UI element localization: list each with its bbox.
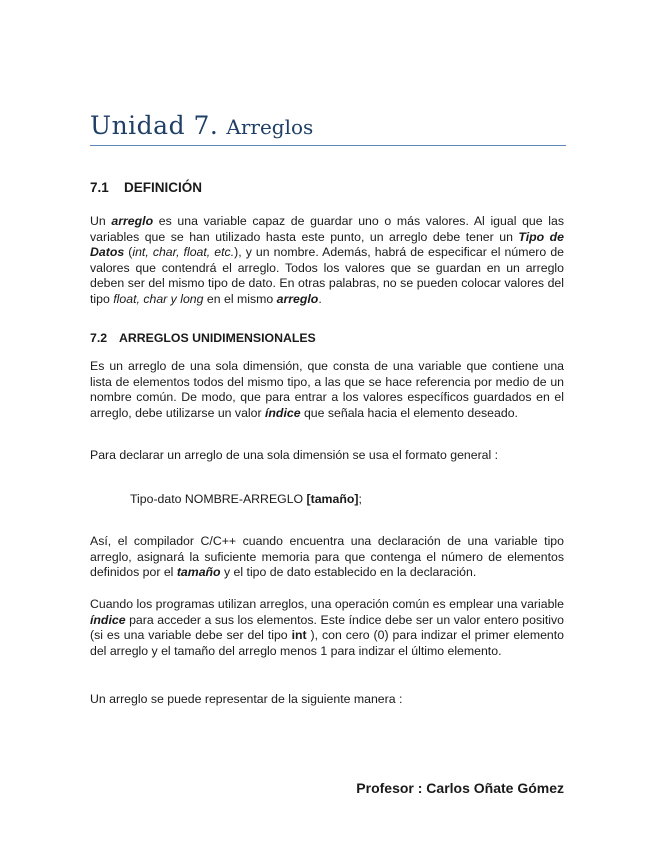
title-underline	[90, 145, 566, 146]
emphasis-term: índice	[265, 405, 301, 420]
bold-term: [tamaño]	[306, 492, 359, 506]
compiler-paragraph: Así, el compilador C/C++ cuando encuentra una declaración de una variable tipo arreglo, asignará la suficiente memoria para que contenga el número de elementos definidos por el tamaño y el tipo de dato establecido en la declaración.	[90, 534, 564, 580]
unit-number: Unidad 7.	[90, 111, 219, 140]
declaration-format: Tipo-dato NOMBRE-ARREGLO [tamaño];	[130, 492, 362, 506]
section-7-1-heading	[90, 180, 202, 195]
emphasis-term: tamaño	[176, 565, 221, 580]
bold-term: int	[291, 628, 307, 643]
emphasis-term: índice	[90, 612, 126, 627]
index-paragraph: Cuando los programas utilizan arreglos, una operación común es emplear una variable índice para acceder a sus los elementos. Este índice debe ser un valor entero positivo (si es una variable debe ser del tipo int ), con cero (0) para indizar el primer elemento del arreglo y el tamaño del arreglo menos 1 para indizar el último elemento.	[90, 597, 564, 658]
representation-intro: Un arreglo se puede representar de la siguiente manera :	[90, 692, 403, 706]
section-title: ARREGLOS UNIDIMENSIONALES	[119, 331, 316, 345]
emphasis-term: arreglo	[111, 214, 154, 228]
declaration-intro: Para declarar un arreglo de una sola dimensión se usa el formato general :	[90, 448, 499, 462]
italic-term: float, char y long	[113, 291, 204, 306]
unit-name: Arreglos	[226, 115, 314, 139]
emphasis-term: Tipo de Datos	[90, 229, 565, 260]
section-number: 7.1	[90, 180, 109, 195]
italic-term: int, char, float, etc.	[132, 245, 235, 260]
definition-paragraph: Un arreglo es una variable capaz de guardar uno o más valores. Al igual que las variables que se han utilizado hasta este punto, un arreglo debe tener un Tipo de Datos (int, char, float, etc.), y un nombre. Además, habrá de especificar el número de valores que contendrá el arreglo. Todos los valores que se guardan en un arreglo deben ser del mismo tipo de dato. En otras palabras, no se pueden colocar valores del tipo float, char y long en el mismo arreglo.	[90, 214, 565, 306]
section-number: 7.2	[90, 331, 108, 345]
section-title: DEFINICIÓN	[124, 180, 203, 195]
unidimensional-paragraph: Es un arreglo de una sola dimensión, que consta de una variable que contiene una lista de elementos todos del mismo tipo, a las que se hace referencia por medio de un nombre común. De modo, que para entrar a los valores específicos guardados en el arreglo, debe utilizarse un valor índice que señala hacia el elemento deseado.	[90, 359, 564, 420]
footer-author: Profesor : Carlos Oñate Gómez	[356, 780, 564, 796]
section-7-2-heading	[90, 331, 316, 345]
emphasis-term: arreglo	[276, 291, 319, 306]
unit-title	[90, 108, 566, 144]
